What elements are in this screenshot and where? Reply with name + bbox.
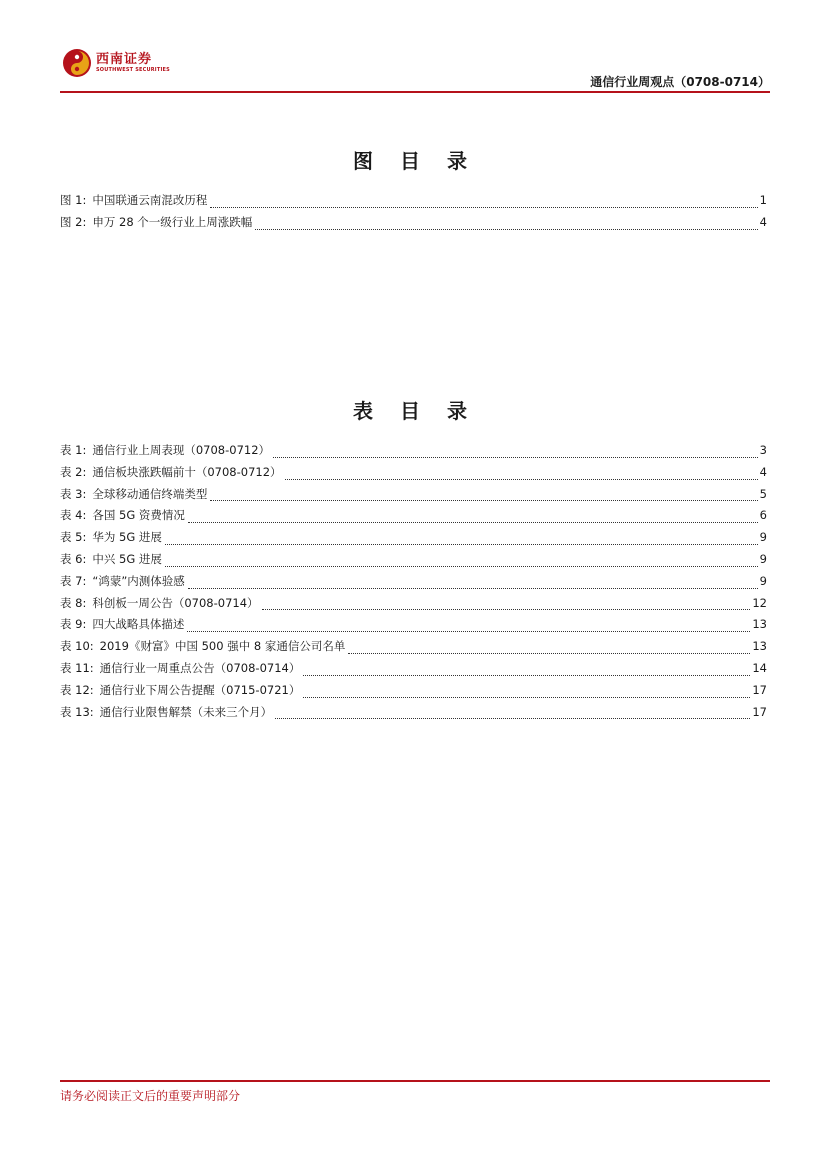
entry-label: 表 2: — [60, 464, 87, 479]
entry-page-number: 17 — [752, 682, 767, 697]
entry-page-number: 14 — [752, 660, 767, 675]
entry-label: 表 8: — [60, 595, 87, 610]
logo-name-en: SOUTHWEST SECURITIES — [96, 67, 170, 73]
table-index-list — [60, 442, 767, 725]
company-logo — [62, 48, 170, 78]
table-index-entry[interactable] — [60, 682, 767, 704]
entry-title: 通信行业下周公告提醒（0715-0721） — [99, 682, 301, 697]
entry-title: 华为 5G 进展 — [92, 530, 162, 545]
entry-label: 表 1: — [60, 443, 87, 457]
dot-leader — [262, 608, 751, 610]
table-index-entry[interactable] — [60, 595, 767, 617]
dot-leader — [348, 652, 750, 654]
dot-leader — [303, 696, 750, 698]
footer-divider — [60, 1080, 770, 1082]
page-header — [60, 48, 770, 93]
entry-title: 通信行业一周重点公告（0708-0714） — [99, 660, 301, 675]
entry-title: 全球移动通信终端类型 — [92, 486, 208, 501]
dot-leader — [210, 206, 757, 208]
entry-title: 通信行业上周表现（0708-0712） — [92, 443, 271, 457]
entry-page-number: 4 — [759, 464, 767, 479]
entry-title: 四大战略具体描述 — [92, 617, 185, 632]
entry-label: 表 6: — [60, 551, 87, 566]
entry-label: 图 1: — [60, 193, 87, 207]
entry-title: 科创板一周公告（0708-0714） — [92, 595, 259, 610]
table-index-entry[interactable] — [60, 573, 767, 595]
figure-index-list — [60, 192, 767, 236]
dot-leader — [285, 478, 758, 480]
table-index-entry[interactable] — [60, 507, 767, 529]
entry-page-number: 12 — [752, 595, 767, 610]
entry-label: 表 9: — [60, 617, 87, 632]
entry-label: 表 10: — [60, 639, 94, 654]
dot-leader — [188, 521, 758, 523]
entry-label: 图 2: — [60, 214, 87, 229]
dot-leader — [165, 565, 758, 567]
dot-leader — [275, 717, 750, 719]
entry-label: 表 11: — [60, 660, 94, 675]
dot-leader — [188, 587, 758, 589]
table-index-entry[interactable] — [60, 660, 767, 682]
entry-page-number: 17 — [752, 704, 767, 719]
table-index-entry[interactable] — [60, 442, 767, 464]
dot-leader — [187, 630, 750, 632]
entry-page-number: 13 — [752, 639, 767, 654]
dot-leader — [303, 674, 750, 676]
entry-label: 表 13: — [60, 704, 94, 719]
entry-title: 申万 28 个一级行业上周涨跌幅 — [92, 214, 253, 229]
entry-label: 表 4: — [60, 508, 87, 523]
dot-leader — [273, 456, 758, 458]
table-index-entry[interactable] — [60, 704, 767, 726]
figure-index-title: 图 目 录 — [353, 149, 477, 173]
entry-title: 2019《财富》中国 500 强中 8 家通信公司名单 — [99, 639, 346, 654]
entry-title: “鸿蒙”内测体验感 — [92, 573, 185, 588]
entry-title: 各国 5G 资费情况 — [92, 508, 185, 523]
entry-label: 表 7: — [60, 573, 87, 588]
entry-page-number: 3 — [759, 443, 767, 457]
entry-label: 表 12: — [60, 682, 94, 697]
entry-page-number: 13 — [752, 617, 767, 632]
entry-page-number: 5 — [759, 486, 767, 501]
entry-page-number: 4 — [759, 214, 767, 229]
entry-title: 通信行业限售解禁（未来三个月） — [99, 704, 273, 719]
footer-disclaimer: 请务必阅读正文后的重要声明部分 — [60, 1089, 241, 1103]
dot-leader — [210, 499, 757, 501]
table-index-entry[interactable] — [60, 529, 767, 551]
entry-label: 表 5: — [60, 530, 87, 545]
table-index-entry[interactable] — [60, 551, 767, 573]
table-index-entry[interactable] — [60, 616, 767, 638]
entry-title: 中国联通云南混改历程 — [92, 193, 208, 207]
entry-label: 表 3: — [60, 486, 87, 501]
entry-page-number: 9 — [759, 551, 767, 566]
dot-leader — [255, 228, 757, 230]
entry-title: 通信板块涨跌幅前十（0708-0712） — [92, 464, 282, 479]
header-divider — [60, 91, 770, 93]
entry-page-number: 9 — [759, 530, 767, 545]
report-title: 通信行业周观点（0708-0714） — [590, 75, 770, 89]
entry-page-number: 6 — [759, 508, 767, 523]
logo-name-cn: 西南证券 — [96, 52, 153, 67]
dot-leader — [165, 543, 758, 545]
table-index-title: 表 目 录 — [353, 399, 477, 423]
entry-page-number: 1 — [759, 193, 767, 207]
entry-page-number: 9 — [759, 573, 767, 588]
figure-index-entry[interactable] — [60, 192, 767, 214]
table-index-entry[interactable] — [60, 638, 767, 660]
logo-emblem-icon — [62, 48, 92, 78]
figure-index-entry[interactable] — [60, 214, 767, 236]
entry-title: 中兴 5G 进展 — [92, 551, 162, 566]
table-index-entry[interactable] — [60, 486, 767, 508]
table-index-entry[interactable] — [60, 464, 767, 486]
